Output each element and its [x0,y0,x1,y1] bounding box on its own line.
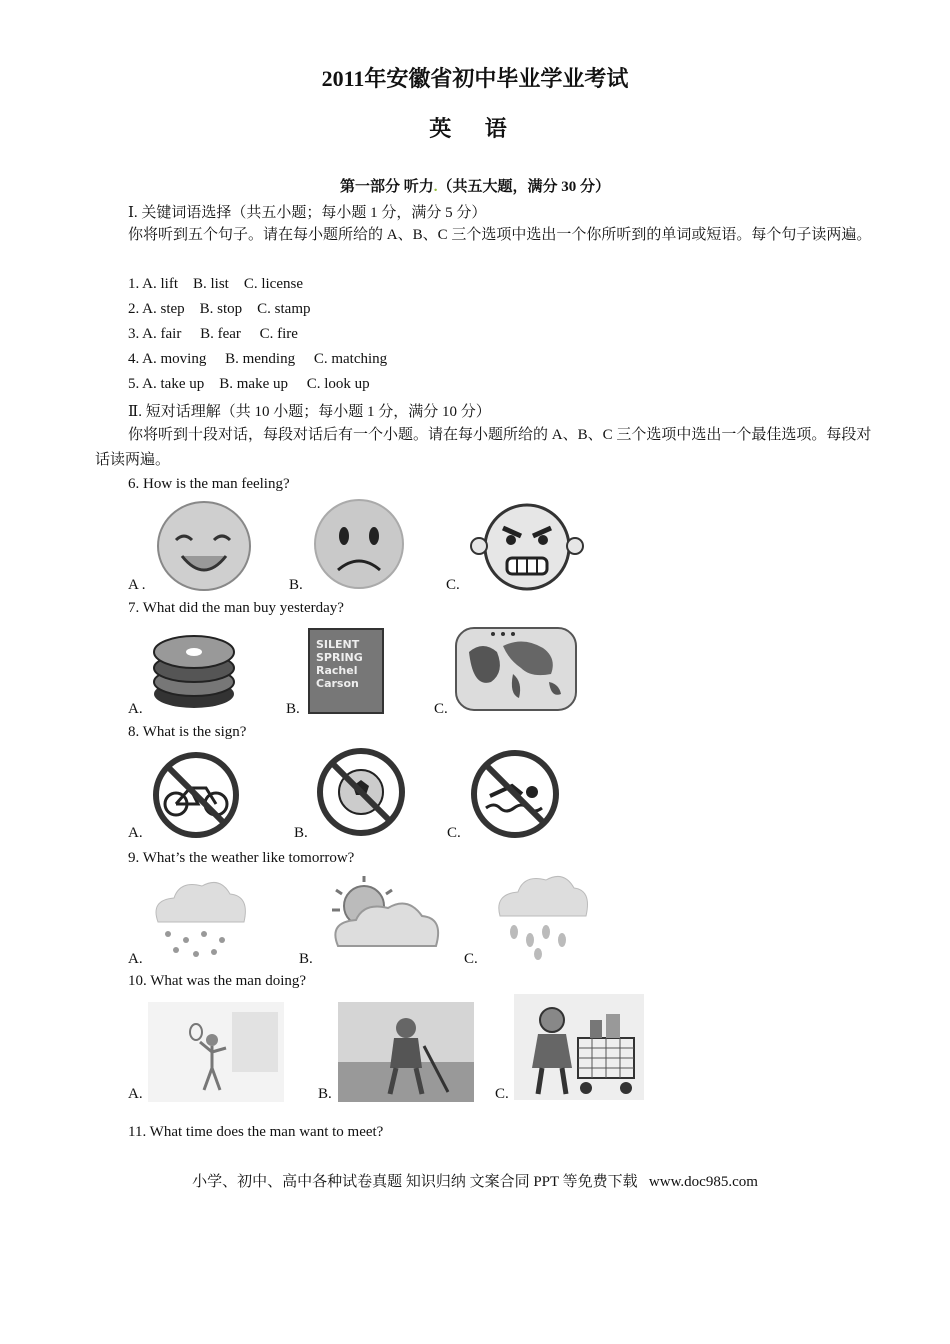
section1-instruction: 你将听到五个句子。请在每小题所给的 A、B、C 三个选项中选出一个你所听到的单词或短语。每个句子读两遍。 [128,227,872,243]
q4-line: 4. A. moving B. mending C. matching [128,351,388,367]
q8-option-c: C. [447,825,461,841]
no-cycling-sign-icon [148,750,244,840]
no-football-sign-icon [312,746,410,838]
snow-cloud-icon [146,876,250,966]
angry-face-image [465,502,589,592]
q3-line: 3. A. fair B. fear C. fire [128,326,298,342]
sad-face-image [306,498,412,590]
q11-question: 11. What time does the man want to meet? [128,1124,384,1140]
q9-question: 9. What’s the weather like tomorrow? [128,850,355,866]
book-author-line1: Rachel [316,664,358,677]
subject-title: 英 语 [429,116,521,141]
q10-question: 10. What was the man doing? [128,973,307,989]
q6-question: 6. How is the man feeling? [128,476,290,492]
q8-option-b: B. [294,825,308,841]
part1-heading [0,175,950,196]
world-map-image [453,622,579,714]
q1-line: 1. A. lift B. list C. license [128,276,303,292]
no-swimming-sign-icon [466,748,564,840]
q6-option-b: B. [289,577,303,593]
q9-option-a: A. [128,951,143,967]
q6-option-c: C. [446,577,460,593]
shopping-man-image [514,994,644,1100]
exam-title: 2011年安徽省初中毕业学业考试 [321,66,629,91]
book-title-line1: SILENT [316,638,360,651]
q2-line: 2. A. step B. stop C. stamp [128,301,311,317]
sun-cloud-icon [318,870,444,962]
part1-heading-a: 第一部分 听力 [339,179,434,195]
happy-face-image [152,500,256,592]
section2-heading: Ⅱ. 短对话理解（共 10 小题；每小题 1 分，满分 10 分） [128,404,491,420]
q6-option-a: A . [128,577,146,593]
q7-option-a: A. [128,701,143,717]
part1-heading-b: （共五大题，满分 30 分） [437,179,611,195]
q5-line: 5. A. take up B. make up C. look up [128,376,370,392]
section2-instruction: 你将听到十段对话，每段对话后有一个小题。请在每小题所给的 A、B、C 三个选项中选出一个最佳选项。每段对话读两遍。 [95,427,872,468]
q8-question: 8. What is the sign? [128,724,247,740]
man-working-image [338,1002,474,1102]
rain-cloud-icon [490,870,588,962]
q7-option-b: B. [286,701,300,717]
q7-question: 7. What did the man buy yesterday? [128,600,344,616]
q10-option-c: C. [495,1086,509,1102]
part1-heading-dot: . [433,179,438,195]
section1-heading: Ⅰ. 关键词语选择（共五小题；每小题 1 分，满分 5 分） [128,205,487,221]
q8-option-a: A. [128,825,143,841]
playing-tennis-image [148,1002,284,1102]
q10-option-a: A. [128,1086,143,1102]
cd-discs-image [148,624,242,714]
q7-option-c: C. [434,701,448,717]
q9-option-b: B. [299,951,313,967]
q10-option-b: B. [318,1086,332,1102]
book-title-line2: SPRING [316,651,363,664]
q9-option-c: C. [464,951,478,967]
book-author-line2: Carson [316,677,359,690]
footer-text: 小学、初中、高中各种试卷真题 知识归纳 文案合同 PPT 等免费下载 www.doc985.com [192,1174,758,1190]
book-image [308,628,384,714]
